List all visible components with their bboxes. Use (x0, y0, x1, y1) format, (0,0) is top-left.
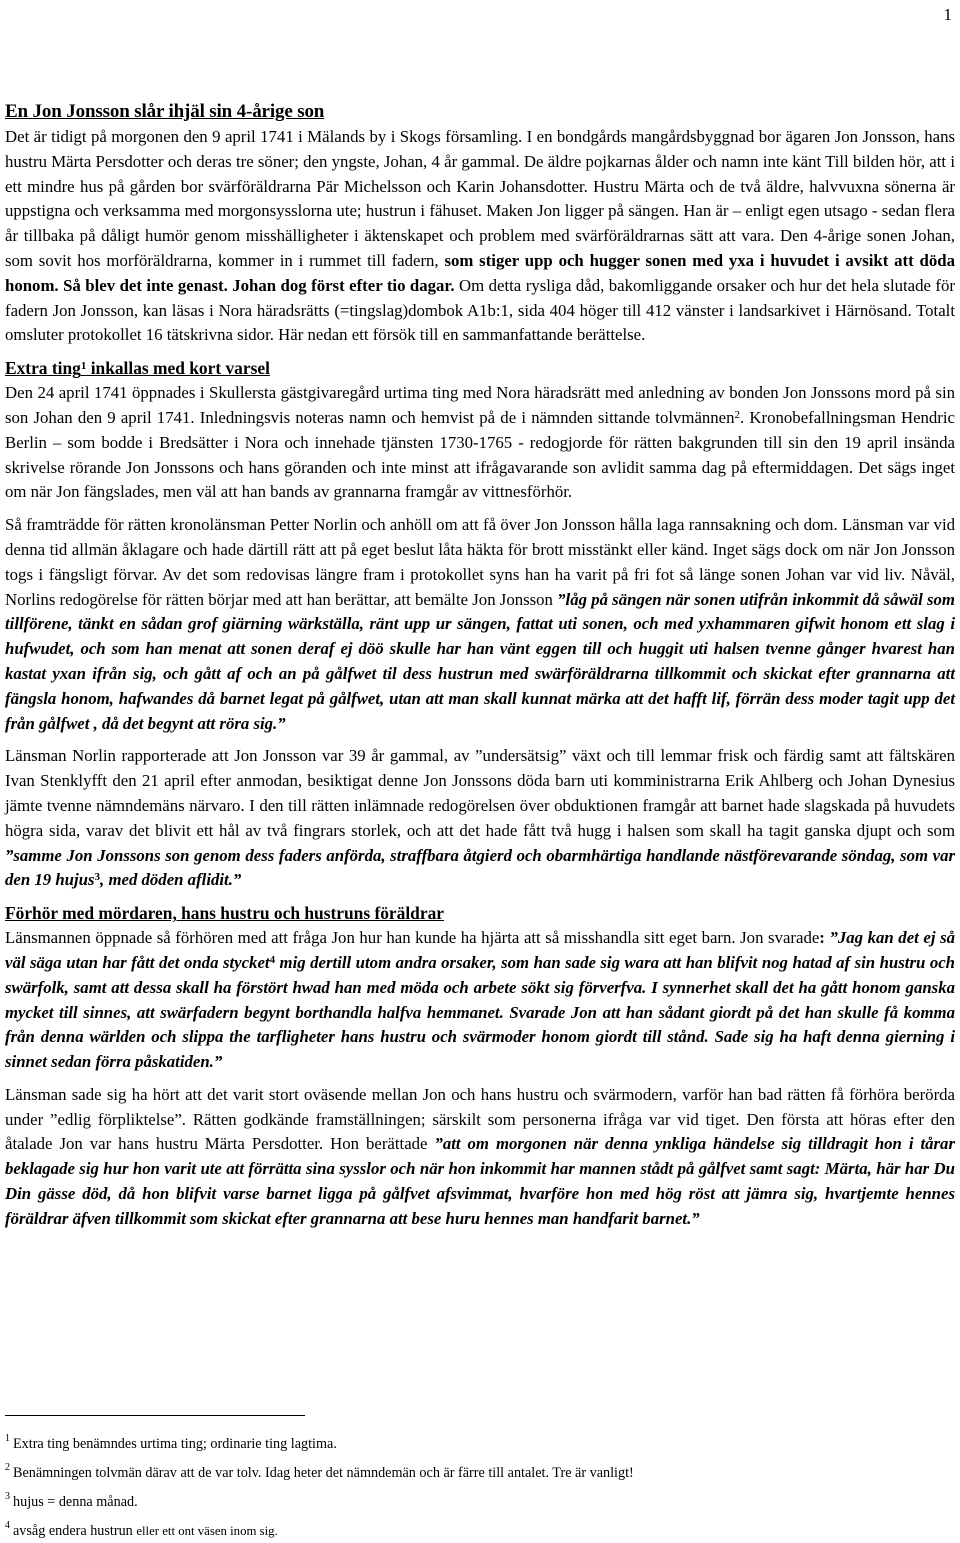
paragraph-text-cont: . Kronobefallningsman Hendric Berlin – som bodde i Bredsätter i Nora och innehade tjänsten 1730-1765 - redogjorde för rätten bakgrunden till sin den 19 april insända skrivelse rörande Jon Jonssons och hans göranden och inte minst att ifrågavarande son avlidit samma dag på eftermiddagen. Det sägs inget om när Jon fängslades, men väl att han bands av grannarna framgår av vittnesförhör. (5, 407, 955, 502)
footnote-ref-3: 3 (94, 871, 101, 884)
intro-bold-summary: som stiger upp och hugger sonen med yxa i huvudet i avsikt att döda honom. Så blev det inte genast. Johan dog först efter tio dagar. (5, 250, 955, 295)
intro-text-3: Han är – enligt egen utsago - sedan flera år tillbaka på dåligt humör genom misshälligheter i äktenskapet och problem med svärföräldrarnas sätt att vara. Den 4-årige sonen Johan, som sovit hos morföräldrarna, kommer in i rummet till fadern, (5, 201, 955, 270)
footnote-number: 1 (5, 1433, 10, 1444)
quote-obduction: ”samme Jon Jonssons son genom dess faders anförda, straffbara åtgierd och obarmhärtiga handlande nästförevarande söndag, som var den 19 hujus (5, 845, 955, 890)
paragraph-text: Länsman sade sig ha hört att det varit stort oväsende mellan Jon och hans hustru och svärmodern, varför han bad rätten få förhöra berörda under ”edlig förpliktelse”. Rätten godkände framställningen; särskilt som personerna ifråga var vid tiget. Den första att höras efter den åtalade Jon var hans hustru Märta Persdotter. Hon berättade (5, 1084, 955, 1154)
paragraph-text: Länsmannen öppnade så förhören med att fråga Jon hur han kunde ha hjärta att så misshandla sitt eget barn. Jon svarade (5, 928, 820, 948)
document-title: En Jon Jonsson slår ihjäl sin 4-årige son (5, 101, 325, 122)
footnote-text: Benämningen tolvmän därav att de var tolv. Idag heter det nämndemän och är färre till antalet. Tre är vanligt! (13, 1465, 634, 1481)
paragraph-text: Så framträdde för rätten kronolänsman Petter Norlin och anhöll om att få över Jon Jonsson hålla laga rannsakning och dom. Länsman var vid denna tid allmän åklagare och hade därtill rätt att på eget beslut låta häkta för brott misstänkt eller känd. Inget sägs dock om när Jon Jonsson togs i fängsligt förvar. Av det som redovisas längre fram i protokollet syns han ha varit på fri fot så länge sonen Johan var vid liv. Nåväl, Norlins redogörelse för rätten börjar med att han berättar, att bemälte Jon Jonsson (5, 515, 955, 609)
quote-jon-answer-cont: mig dertill utom andra orsaker, som han sade sig wara att han blifvit nog hatad af sin hustru och swärfolk, samt att dessa skall ha förstört hwad han med möda och arbete sökt sig förverfva. I synnerhet skall det ha gått honom ganska mycket till sinnes, att swärfadern begynt borthandla halfva hemmanet. Svarade Jon att han sådant giordt på det han skulle få komma från denna wärlden och slippa the tarfligheter hans hustru och svärmoder honom giordt till stånd. Sade sig ha haft denna gierning i sinnet sedan förra påskatiden.” (5, 952, 955, 1072)
spacer (5, 736, 955, 744)
spacer (5, 505, 955, 513)
intro-text-1: Det är tidigt på morgonen den 9 april 1741 i Mälands by i Skogs församling. I en bondgårds mangårdsbyggnad bor ägaren Jon Jonsson, hans hustru Märta Persdotter och deras tre söner; den yngste, Johan, 4 år gammal. (5, 127, 955, 171)
section-heading-forhor: Förhör med mördaren, hans hustru och hustruns föräldrar (5, 903, 444, 924)
footnote-ref-4: 4 (269, 953, 276, 966)
heading-text-cont: inkallas med kort varsel (86, 358, 270, 379)
footnote-number: 2 (5, 1462, 10, 1473)
spacer (5, 893, 955, 901)
section-heading-extra-ting (5, 356, 955, 381)
footnote-number: 3 (5, 1491, 10, 1502)
footnote-number: 4 (5, 1520, 10, 1531)
paragraph-text: Länsman Norlin rapporterade att Jon Jonsson var 39 år gammal, av ”undersätsig” växt och till lemmar frisk och färdig samt att fältskären Ivan Stenklyfft den 21 april efter anmodan, besiktigat denne Jon Jonssons döda barn uti komministrarna Erik Ahlberg och Johan Dynesius jämte tvenne nämndemäns närvaro. I den till rätten inlämnade redogörelsen över obduktionen framgår att barnet hade slagskada på huvudets högra sida, varav det blivit ett hål av två fingrars storlek, och att det hade fått två hugg i halsen som skall ha tagit ganska djupt och som (5, 746, 955, 840)
spacer (5, 1075, 955, 1083)
spacer (5, 348, 955, 356)
footnote-text-small: eller ett ont väsen inom sig. (136, 1524, 278, 1538)
footnote-ref-1: 1 (80, 360, 87, 373)
page-number: 1 (943, 5, 952, 24)
heading-text: Extra ting (5, 358, 81, 379)
intro-text-2: De äldre pojkarnas ålder och namn inte känt Till bilden hör, att i ett mindre hus på gården bor svärföräldrarna Pär Michelsson och Karin Johansdotter. Hustru Märta och de två äldre, halvvuxna sönerna är uppstigna och verksamma med morgonsysslorna ute; hustrun i fähuset. Maken Jon ligger på sängen. (5, 151, 955, 221)
footnote-1 (5, 1427, 955, 1456)
footnote-ref-2: 2 (734, 408, 741, 421)
footnote-separator (5, 1415, 305, 1416)
footnote-3 (5, 1485, 955, 1514)
intro-text-4: Om detta rysliga dåd, bakomliggande orsaker och hur det hela slutade för fadern Jon Jonsson, kan läsas i Nora häradsrätts (=tingslag)dombok A1b:1, sida 404 höger till 412 vänster i landsarkivet i Härnösand. Totalt omsluter protokollet 16 tätskrivna sidor. Här nedan ett försök till en sammanfattande berättelse. (5, 275, 956, 345)
quote-norlin-report: ”låg på sängen när sonen utifrån inkommit då såwäl som tillförene, tänkt en sådan grof giärning wärkställa, ränt upp ur sängen, fattat uti sonen, och med yxhammaren gifwit honom ett slag i hufwudet, och som han menat att sonen deraf ej döö skulle har han vänt eggen till och huggit uti halsen tvenne gånger hvarest han kastat yxan ifrån sig, och gått af och an på gålfwet til dess hustrun med swärföräldrarna tillkommit och skickat efter grannarna att fängsla honom, hafwandes då barnet legat på gålfwet, utan att man skall kunnat märka att det hafft lif, förrän dess moder tagit upp det från gålfwet , då det begynt att röra sig.” (5, 589, 955, 733)
footnote-2 (5, 1456, 955, 1485)
intro-paragraph (5, 125, 955, 348)
section2-paragraph-1 (5, 926, 955, 1075)
section1-paragraph-3 (5, 744, 955, 893)
footnote-text: Extra ting benämndes urtima ting; ordinarie ting lagtima. (13, 1436, 337, 1452)
footnote-4 (5, 1514, 955, 1543)
quote-marta-testimony: ”att om morgonen när denna ynkliga händelse sig tilldragit hon i tårar beklagade sig hur hon varit ute att förrätta sina sysslor och när hon inkommit har mannen stådt på gålfvet samt sagt: Märta, här har Du Din gässe död, då hon blifvit varse barnet ligga på gålfvet afsvimmat, hvarföre hon med hög röst att jämra sig, hvartjemte hennes föräldrar äfven tillkommit som skickat efter grannarna att bese huru hennes man handfarit barnet.” (5, 1134, 955, 1228)
footnote-text: avsåg endera hustrun (13, 1523, 137, 1539)
footnote-text: hujus = denna månad. (13, 1494, 138, 1510)
document-body (5, 99, 955, 1232)
section1-paragraph-1 (5, 381, 955, 505)
paragraph-text: Den 24 april 1741 öppnades i Skullersta gästgivaregård urtima ting med Nora häradsrätt med anledning av bonden Jon Jonssons mord på sin son Johan den 9 april 1741. Inledningsvis noteras namn och hemvist på de i nämnden sittande tolvmännen (5, 383, 955, 427)
colon: : (819, 928, 830, 948)
quote-jon-answer: ”Jag kan det ej så väl säga utan har fått det onda stycket (5, 928, 955, 972)
section2-paragraph-2 (5, 1083, 955, 1232)
section1-paragraph-2 (5, 513, 955, 736)
quote-obduction-end: , med döden aflidit.” (100, 870, 242, 890)
